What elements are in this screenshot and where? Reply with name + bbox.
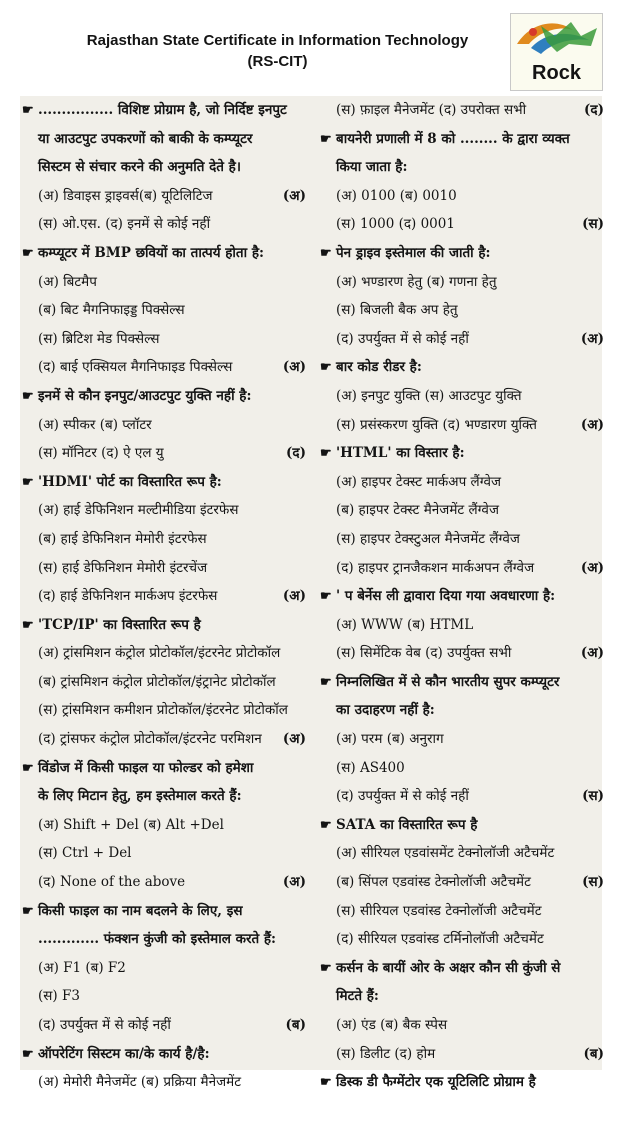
line-text: (स) फ़ाइल मैनेजमेंट (द) उपरोक्त सभी [336,102,527,118]
line-text: (स) ब्रिटिश मेड पिक्सेल्स [38,330,160,347]
option-line [22,725,308,754]
answer-key: (अ) [580,330,604,347]
option-line [320,496,606,525]
answer-key: (अ) [282,588,306,605]
page-header [0,0,638,90]
line-text: (अ) भण्डारण हेतु (ब) गणना हेतु [336,273,497,290]
option-line [22,639,308,668]
option-line [22,210,308,239]
answer-key: (द) [584,102,604,118]
line-text: मिटते हैं: [336,988,379,1005]
pointing-hand-icon: ☛ [320,1075,332,1091]
line-text: (द) हाई डेफिनिशन मार्कअप इंटरफेस [38,588,218,605]
line-text: (द) उपर्युक्त में से कोई नहीं [38,1017,171,1033]
option-line [320,554,606,583]
line-text: (स) ट्रांसमिशन कमीशन प्रोटोकॉल/इंटरनेट प्रोटोकॉल [38,702,288,719]
line-text: का उदाहरण नहीं है: [336,702,435,719]
option-line [22,554,308,583]
pointing-hand-icon: ☛ [320,131,332,147]
option-line [320,268,606,297]
line-text: (स) F3 [38,988,80,1005]
line-text: (अ) F1 (ब) F2 [38,959,126,976]
answer-key: (ब) [285,1017,306,1033]
answer-key: (ब) [583,1045,604,1062]
answer-key: (स) [582,788,604,805]
left-column [22,96,308,1097]
line-text: पेन ड्राइव इस्तेमाल की जाती है: [336,244,491,261]
line-text: 'HDMI' पोर्ट का विस्तारित रूप है: [38,473,222,490]
line-text: (अ) मेमोरी मैनेजमेंट (ब) प्रक्रिया मैनेजमेंट [38,1074,241,1091]
line-text: (अ) एंड (ब) बैक स्पेस [336,1017,448,1033]
answer-key: (अ) [282,359,306,376]
answer-key: (द) [286,445,306,462]
line-text: (स) सिमेंटिक वेब (द) उपर्युक्त सभी [336,645,512,662]
question-line [22,782,308,811]
question-line [22,925,308,954]
question-line [22,1040,308,1069]
pointing-hand-icon: ☛ [320,817,332,833]
option-line [22,982,308,1011]
question-line [320,982,606,1011]
option-line [320,382,606,411]
line-text: कर्सन के बायीं ओर के अक्षर कौन सी कुंजी से [336,959,561,976]
pointing-hand-icon: ☛ [320,960,332,976]
option-line [22,1068,308,1097]
pointing-hand-icon: ☛ [22,760,34,776]
line-text: (अ) WWW (ब) HTML [336,616,474,633]
scanned-question-sheet [20,96,604,1091]
question-line [320,954,606,983]
pointing-hand-icon: ☛ [320,360,332,376]
title-line-1: Rajasthan State Certificate in Information Technology [86,32,469,49]
question-line [22,239,308,268]
option-line [22,839,308,868]
option-line [22,268,308,297]
rock-logo [510,13,603,91]
line-text: (अ) बिटमैप [38,273,97,290]
line-text: (ब) हाई डेफिनिशन मेमोरी इंटरफेस [38,530,207,547]
line-text: विंडोज में किसी फाइल या फोल्डर को हमेशा [38,759,254,776]
answer-key: (अ) [282,874,306,891]
pointing-hand-icon: ☛ [22,474,34,490]
option-line [320,296,606,325]
question-line [320,811,606,840]
option-line [320,897,606,926]
line-text: (अ) 0100 (ब) 0010 [336,187,457,204]
pointing-hand-icon: ☛ [320,674,332,690]
line-text: (द) हाइपर ट्रानजैकशन मार्कअपन लैंग्वेज [336,559,535,576]
line-text: बायनेरी प्रणाली में 8 को ........ के द्वारा व्यक्त [336,130,570,147]
option-line [320,468,606,497]
option-line [320,325,606,354]
option-line [22,954,308,983]
line-text: ' प बेर्नेस ली द्वावारा दिया गया अवधारणा है: [336,588,556,605]
line-text: (अ) स्पीकर (ब) प्लॉटर [38,416,152,433]
pointing-hand-icon: ☛ [22,617,34,633]
option-line [320,782,606,811]
question-line [22,96,308,125]
question-line [320,582,606,611]
title-line-2: (RS-CIT) [247,53,308,70]
question-line [320,439,606,468]
pointing-hand-icon: ☛ [22,1046,34,1062]
answer-key: (स) [582,874,604,891]
line-text: ............. फंक्शन कुंजी को इस्तेमाल करते हैं: [38,931,277,948]
question-line [320,1068,606,1097]
logo-text: Rock [532,62,581,84]
line-text: (अ) हाई डेफिनिशन मल्टीमीडिया इंटरफेस [38,502,239,519]
answer-key: (अ) [580,645,604,662]
line-text: के लिए मिटान हेतु, हम इस्तेमाल करते हैं: [38,788,242,805]
line-text: (स) ओ.एस. (द) इनमें से कोई नहीं [38,216,211,233]
line-text: (स) Ctrl + Del [38,845,132,862]
answer-key: (अ) [580,559,604,576]
option-line [320,1011,606,1040]
line-text: इनमें से कौन इनपुट/आउटपुट युक्ति नहीं है: [38,387,252,404]
line-text: सिस्टम से संचार करने की अनुमति देते है। [38,159,241,176]
option-line [22,411,308,440]
line-text: (ब) ट्रांसमिशन कंट्रोल प्रोटोकॉल/इंट्रानेट प्रोटोकॉल [38,673,276,690]
line-text: (अ) परम (ब) अनुराग [336,731,444,748]
pointing-hand-icon: ☛ [22,903,34,919]
line-text: (द) None of the above [38,874,186,891]
answer-key: (स) [582,216,604,233]
line-text: (ब) हाइपर टेक्स्ट मैनेजमेंट लैंग्वेज [336,502,499,519]
option-line [320,925,606,954]
option-line [22,582,308,611]
line-text: (स) डिलीट (द) होम [336,1045,436,1062]
answer-key: (अ) [282,731,306,748]
option-line [22,439,308,468]
answer-key: (अ) [282,187,306,204]
option-line [22,353,308,382]
option-line [320,839,606,868]
line-text: बार कोड रीडर है: [336,359,422,376]
option-line [320,1040,606,1069]
question-line [22,754,308,783]
line-text: डिस्क डी फैग्मेंटोर एक यूटिलिटि प्रोग्राम है [336,1074,536,1091]
line-text: (द) उपर्युक्त में से कोई नहीं [336,330,469,347]
question-line [22,897,308,926]
line-text: (स) 1000 (द) 0001 [336,216,455,233]
question-line [320,696,606,725]
pointing-hand-icon: ☛ [320,589,332,605]
option-line [22,811,308,840]
option-line [320,96,606,125]
line-text: किया जाता है: [336,159,408,176]
option-line [22,296,308,325]
line-text: (द) बाई एक्सियल मैगनिफाइड पिक्सेल्स [38,359,233,376]
pointing-hand-icon: ☛ [22,388,34,404]
pointing-hand-icon: ☛ [22,245,34,261]
question-line [22,382,308,411]
line-text: (अ) इनपुट युक्ति (स) आउटपुट युक्ति [336,387,522,404]
question-line [320,153,606,182]
line-text: ऑपरेटिंग सिस्टम का/के कार्य है/है: [38,1045,210,1062]
line-text: ................ विशिष्ट प्रोग्राम है, जो निर्दिष्ट इनपुट [38,102,287,118]
question-line [320,668,606,697]
line-text: (स) प्रसंस्करण युक्ति (द) भण्डारण युक्ति [336,416,537,433]
question-line [22,125,308,154]
question-line [22,468,308,497]
line-text: (अ) सीरियल एडवांसमेंट टेक्नोलॉजी अटैचमेंट [336,845,555,862]
line-text: (स) हाई डेफिनिशन मेमोरी इंटरचेंज [38,559,208,576]
pointing-hand-icon: ☛ [320,245,332,261]
line-text: (अ) हाइपर टेक्स्ट मार्कअप लैंग्वेज [336,473,502,490]
line-text: SATA का विस्तारित रूप है [336,816,478,833]
line-text: कम्प्यूटर में BMP छवियों का तात्पर्य होता है: [38,244,264,261]
pointing-hand-icon: ☛ [320,446,332,462]
option-line [320,525,606,554]
line-text: (स) मॉनिटर (द) ऐ एल यु [38,445,164,462]
option-line [320,611,606,640]
line-text: (द) ट्रांसफर कंट्रोल प्रोटोकॉल/इंटरनेट परमिशन [38,731,262,748]
option-line [320,182,606,211]
line-text: (स) बिजली बैक अप हेतु [336,302,458,319]
line-text: निम्नलिखित में से कौन भारतीय सुपर कम्प्यूटर [336,673,560,690]
option-line [22,182,308,211]
page-title [40,30,515,72]
line-text: या आउटपुट उपकरणों को बाकी के कम्प्यूटर [38,130,253,147]
question-line [22,153,308,182]
line-text: (अ) डिवाइस ड्राइवर्स(ब) यूटिलिटिज [38,187,213,204]
option-line [320,754,606,783]
option-line [22,668,308,697]
answer-key: (अ) [580,416,604,433]
line-text: (द) सीरियल एडवांस्ड टर्मिनोलॉजी अटैचमेंट [336,931,544,948]
line-text: (स) सीरियल एडवांस्ड टेक्नोलॉजी अटैचमेंट [336,902,542,919]
right-column [320,96,606,1097]
option-line [320,725,606,754]
line-text: (द) उपर्युक्त में से कोई नहीं [336,788,469,805]
line-text: (अ) Shift + Del (ब) Alt +Del [38,816,224,833]
option-line [22,1011,308,1040]
option-line [22,868,308,897]
line-text: (ब) बिट मैगनिफाइड्ड पिक्सेल्स [38,302,185,319]
line-text: (अ) ट्रांसमिशन कंट्रोल प्रोटोकॉल/इंटरनेट प्रोटोकॉल [38,645,281,662]
question-line [320,239,606,268]
line-text: 'HTML' का विस्तार है: [336,445,465,462]
option-line [22,696,308,725]
pointing-hand-icon: ☛ [22,103,34,118]
line-text: 'TCP/IP' का विस्तारित रूप है [38,616,201,633]
option-line [22,496,308,525]
option-line [320,210,606,239]
option-line [22,525,308,554]
question-line [22,611,308,640]
question-line [320,125,606,154]
question-line [320,353,606,382]
line-text: (स) AS400 [336,759,405,776]
option-line [320,639,606,668]
line-text: किसी फाइल का नाम बदलने के लिए, इस [38,902,243,919]
option-line [22,325,308,354]
line-text: (ब) सिंपल एडवांस्ड टेक्नोलॉजी अटैचमेंट [336,874,531,891]
line-text: (स) हाइपर टेक्स्टुअल मैनेजमेंट लैंग्वेज [336,530,520,547]
option-line [320,868,606,897]
option-line [320,411,606,440]
